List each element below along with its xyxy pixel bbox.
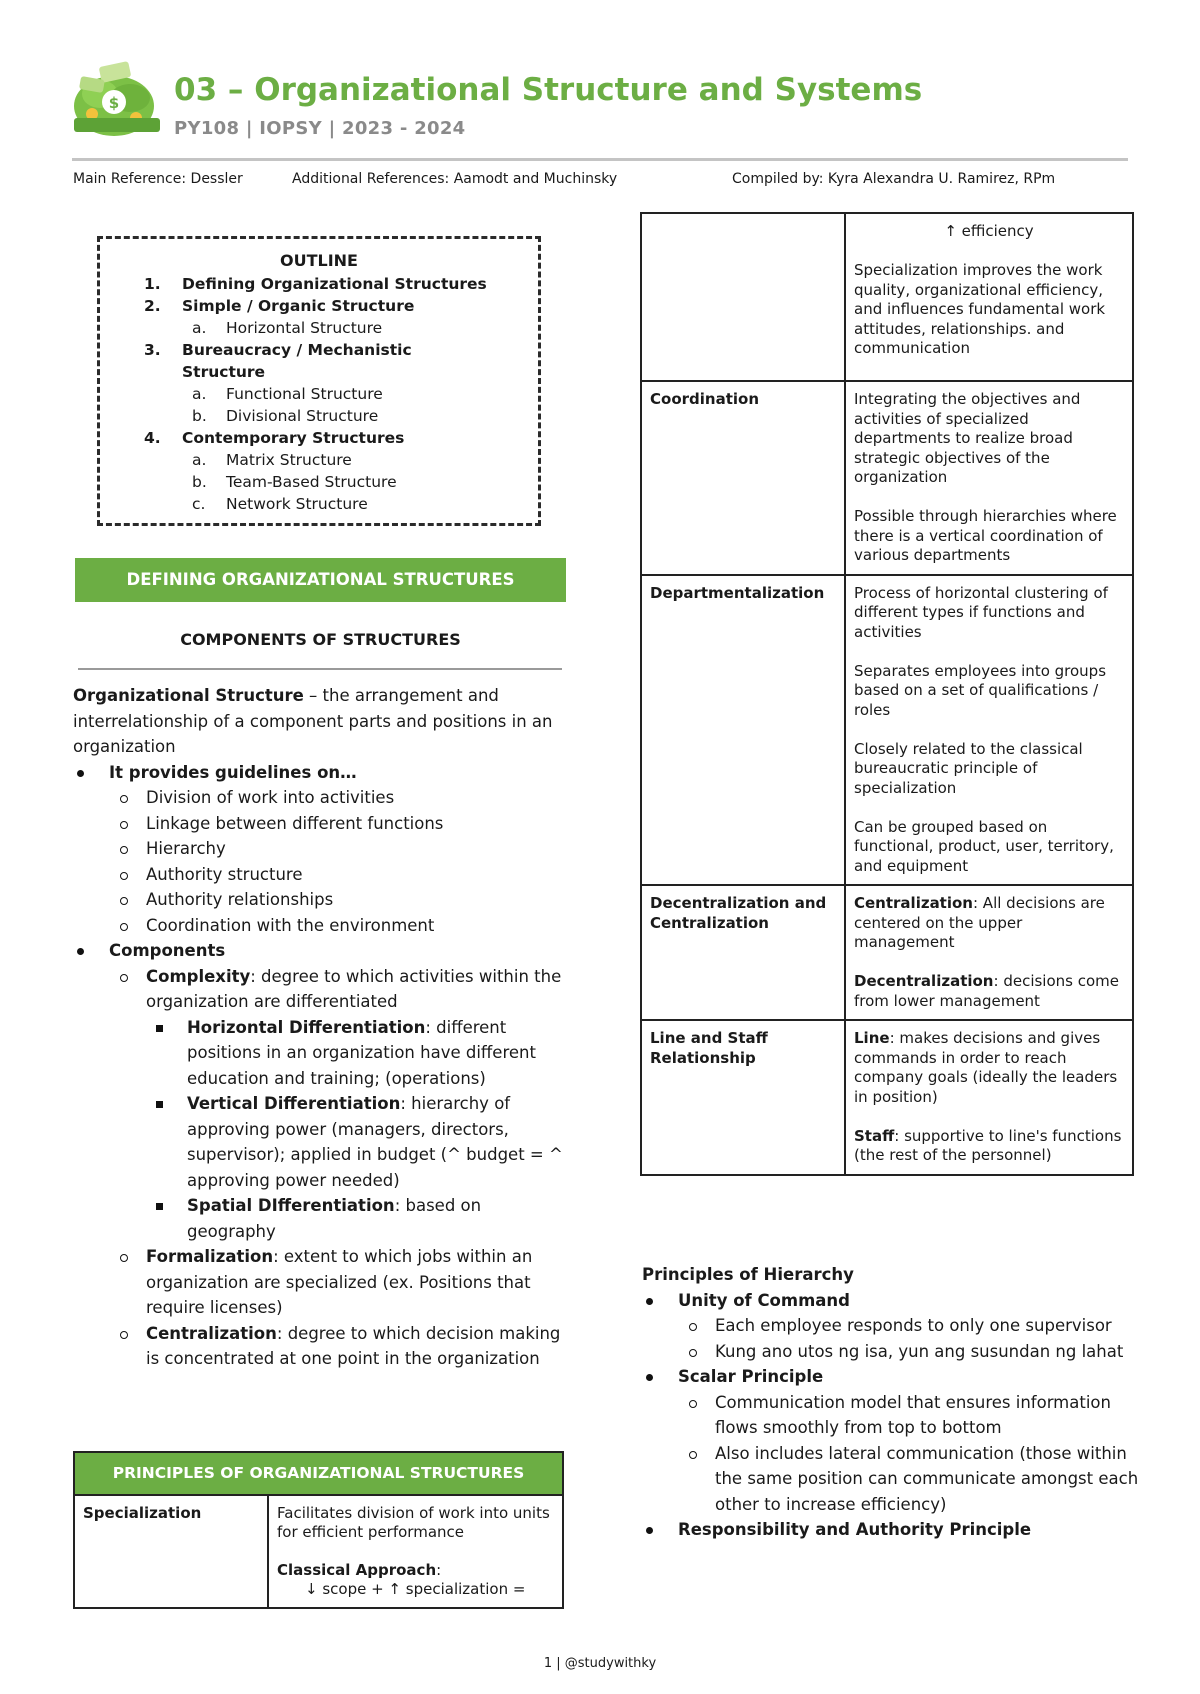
outline-item: 1. Defining Organizational Structures [144, 275, 487, 293]
outline-subitem: a. Matrix Structure [192, 451, 352, 469]
svg-text:$: $ [108, 94, 120, 112]
specialization-value: Facilitates division of work into units for efficient performance Classical Approach: ↓ scope + ↑ specialization = [268, 1495, 563, 1608]
sub-bullet-item: Authority relationships [73, 887, 573, 913]
sub-bullet-item: Hierarchy [73, 836, 573, 862]
row-key: Line and Staff Relationship [641, 1020, 845, 1175]
additional-references: Additional References: Aamodt and Muchinsky [292, 171, 618, 187]
table-row [641, 885, 1133, 1020]
table-row [641, 575, 1133, 886]
row-key: Decentralization and Centralization [641, 885, 845, 1020]
row-key: Coordination [641, 381, 845, 575]
bullet-item: Scalar Principle [642, 1364, 1142, 1390]
sub-bullet-item: Formalization: extent to which jobs within an organization are specialized (ex. Positions that require licenses) [73, 1244, 573, 1321]
outline-item: 4. Contemporary Structures [144, 429, 405, 447]
row-key: Departmentalization [641, 575, 845, 886]
money-plant-logo [70, 60, 162, 140]
outline-item: 3. Bureaucracy / Mechanistic [144, 341, 412, 359]
bullet-item: Components [73, 938, 573, 964]
table-row [641, 381, 1133, 575]
row-value: Line: makes decisions and gives commands in order to reach company goals (ideally the leaders in position) Staff: supportive to line's functions (the rest of the personnel) [845, 1020, 1133, 1175]
outline-heading: OUTLINE [280, 251, 358, 270]
specialization-key: Specialization [74, 1495, 268, 1608]
sub-bullet-item: Coordination with the environment [73, 913, 573, 939]
table-row [641, 1020, 1133, 1175]
bullet-item: It provides guidelines on… [73, 760, 573, 786]
page-footer: 1 | @studywithky [543, 1656, 657, 1671]
components-body [73, 683, 573, 1372]
row-value: ↑ efficiency Specialization improves the work quality, organizational efficiency, and influences fundamental work attitudes, relationships. and communication [845, 213, 1133, 381]
subheading-divider [78, 668, 562, 670]
principles-table-continued [640, 212, 1134, 1176]
hierarchy-heading: Principles of Hierarchy [642, 1265, 854, 1284]
outline-item: 2. Simple / Organic Structure [144, 297, 415, 315]
header-divider [72, 158, 1128, 161]
sub-bullet-item: Kung ano utos ng isa, yun ang susundan ng lahat [642, 1339, 1142, 1365]
sub-bullet-item: Centralization: degree to which decision making is concentrated at one point in the organization [73, 1321, 573, 1372]
section-heading-defining: DEFINING ORGANIZATIONAL STRUCTURES [75, 558, 566, 602]
square-bullet-item: Horizontal Differentiation: different positions in an organization have different education and training; (operations) [73, 1015, 573, 1092]
outline-subitem: b. Divisional Structure [192, 407, 379, 425]
main-reference: Main Reference: Dessler [73, 171, 243, 187]
sub-bullet-item: Authority structure [73, 862, 573, 888]
outline-item: Structure [182, 363, 266, 381]
outline-subitem: c. Network Structure [192, 495, 368, 513]
square-bullet-item: Spatial DIfferentiation: based on geography [73, 1193, 573, 1244]
table-row [641, 213, 1133, 381]
table-row [74, 1495, 563, 1608]
sub-bullet-item: Communication model that ensures information flows smoothly from top to bottom [642, 1390, 1142, 1441]
definition-paragraph: Organizational Structure – the arrangement and interrelationship of a component parts and positions in an organization [73, 686, 553, 756]
principles-of-hierarchy [642, 1262, 1142, 1543]
outline-subitem: b. Team-Based Structure [192, 473, 397, 491]
outline-box [97, 236, 541, 526]
principles-table [73, 1451, 564, 1609]
sub-bullet-item: Linkage between different functions [73, 811, 573, 837]
principles-table-heading: PRINCIPLES OF ORGANIZATIONAL STRUCTURES [74, 1452, 563, 1495]
outline-subitem: a. Functional Structure [192, 385, 383, 403]
sub-bullet-item: Also includes lateral communication (those within the same position can communicate amongst each other to increase efficiency) [642, 1441, 1142, 1518]
sub-bullet-item: Complexity: degree to which activities within the organization are differentiated [73, 964, 573, 1015]
sub-bullet-item: Each employee responds to only one supervisor [642, 1313, 1142, 1339]
bullet-item: Responsibility and Authority Principle [642, 1517, 1142, 1543]
outline-subitem: a. Horizontal Structure [192, 319, 383, 337]
row-value: Integrating the objectives and activities of specialized departments to realize broad strategic objectives of the organization Possible through hierarchies where there is a vertical coordination of various departments [845, 381, 1133, 575]
document-title: 03 – Organizational Structure and Systems [174, 72, 923, 108]
row-value: Centralization: All decisions are centered on the upper management Decentralization: decisions come from lower management [845, 885, 1133, 1020]
compiled-by: Compiled by: Kyra Alexandra U. Ramirez, RPm [732, 171, 1056, 187]
sub-bullet-item: Division of work into activities [73, 785, 573, 811]
row-key [641, 213, 845, 381]
bullet-item: Unity of Command [642, 1288, 1142, 1314]
row-value: Process of horizontal clustering of different types if functions and activities Separates employees into groups based on a set of qualifications / roles Closely related to the classical bureaucratic principle of specialization Can be grouped based on functional, product, user, territory, and equipment [845, 575, 1133, 886]
components-subheading: COMPONENTS OF STRUCTURES [180, 630, 461, 649]
course-subtitle: PY108 | IOPSY | 2023 - 2024 [174, 118, 466, 139]
square-bullet-item: Vertical Differentiation: hierarchy of approving power (managers, directors, supervisor); applied in budget (^ budget = ^ approving power needed) [73, 1091, 573, 1193]
